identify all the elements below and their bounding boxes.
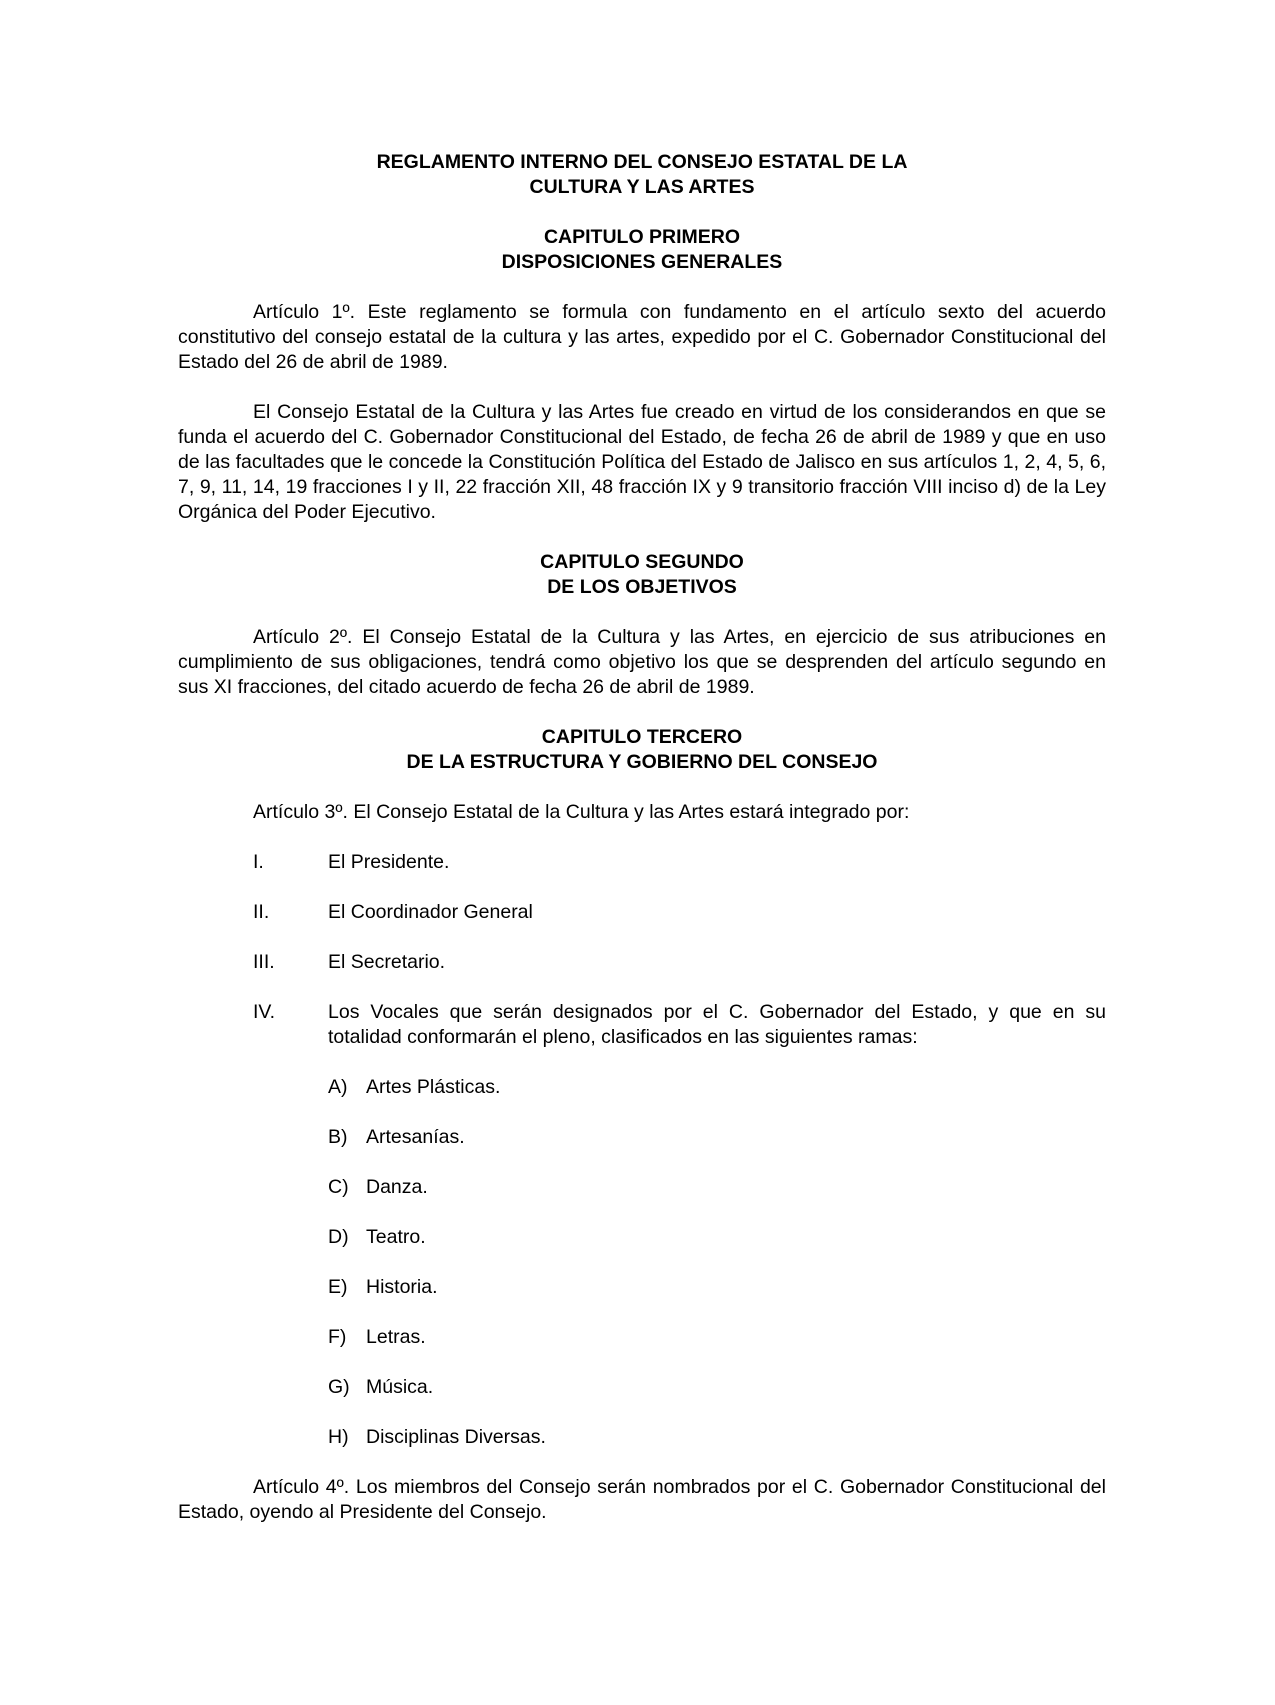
document-title-line2: CULTURA Y LAS ARTES <box>529 176 755 198</box>
chapter-heading-1 <box>178 225 1106 275</box>
branches-list <box>178 1075 1106 1450</box>
list-item-letter: B) <box>328 1126 348 1148</box>
article-4-paragraph: Artículo 4º. Los miembros del Consejo serán nombrados por el C. Gobernador Constitucional del Estado, oyendo al Presidente del Consejo. <box>178 1476 1106 1523</box>
list-item <box>178 1175 1106 1200</box>
council-members-list <box>178 850 1106 1050</box>
chapter-number: CAPITULO TERCERO <box>541 726 743 748</box>
list-item-number: II. <box>253 901 270 923</box>
list-item <box>178 1225 1106 1250</box>
list-item <box>178 900 1106 925</box>
list-item <box>178 1425 1106 1450</box>
chapter-heading-3 <box>178 725 1106 775</box>
article-1-paragraph-2: El Consejo Estatal de la Cultura y las Artes fue creado en virtud de los considerandos en que se funda el acuerdo del C. Gobernador Constitucional del Estado, de fecha 26 de abril de 1989 y que en uso de las facultades que le concede la Constitución Política del Estado de Jalisco en sus artículos 1, 2, 4, 5, 6, 7, 9, 11, 14, 19 fracciones I y II, 22 fracción XII, 48 fracción IX y 9 transitorio fracción VIII inciso d) de la Ley Orgánica del Poder Ejecutivo. <box>178 401 1106 523</box>
chapter-title: DE LOS OBJETIVOS <box>547 576 737 598</box>
list-item-number: IV. <box>253 1001 276 1023</box>
document-title-line1: REGLAMENTO INTERNO DEL CONSEJO ESTATAL DE LA <box>376 151 908 173</box>
list-item <box>178 1000 1106 1050</box>
list-item-text: El Coordinador General <box>328 901 533 923</box>
list-item-text: El Secretario. <box>328 951 446 973</box>
list-item <box>178 1075 1106 1100</box>
list-item-text: El Presidente. <box>328 851 450 873</box>
chapter-number: CAPITULO SEGUNDO <box>540 551 744 573</box>
list-item-letter: A) <box>328 1076 348 1098</box>
list-item-text: Artes Plásticas. <box>366 1076 501 1098</box>
list-item-text: Los Vocales que serán designados por el C. Gobernador del Estado, y que en su totalidad conformarán el pleno, clasificados en las siguientes ramas: <box>328 1001 1106 1048</box>
chapter-title: DE LA ESTRUCTURA Y GOBIERNO DEL CONSEJO <box>406 751 878 773</box>
list-item-number: III. <box>253 951 275 973</box>
chapter-number: CAPITULO PRIMERO <box>543 226 741 248</box>
list-item-letter: F) <box>328 1326 347 1348</box>
list-item-letter: H) <box>328 1426 349 1448</box>
list-item-letter: G) <box>328 1376 350 1398</box>
list-item-letter: D) <box>328 1226 349 1248</box>
document-title <box>178 150 1106 200</box>
list-item <box>178 850 1106 875</box>
document-page <box>178 150 1106 1525</box>
list-item-letter: C) <box>328 1176 349 1198</box>
list-item-letter: E) <box>328 1276 348 1298</box>
list-item <box>178 950 1106 975</box>
list-item <box>178 1325 1106 1350</box>
list-item-text: Danza. <box>366 1176 428 1198</box>
chapter-heading-2 <box>178 550 1106 600</box>
article-1-paragraph-1: Artículo 1º. Este reglamento se formula con fundamento en el artículo sexto del acuerdo constitutivo del consejo estatal de la cultura y las artes, expedido por el C. Gobernador Constitucional del Estado del 26 de abril de 1989. <box>178 301 1106 373</box>
article-2-paragraph: Artículo 2º. El Consejo Estatal de la Cultura y las Artes, en ejercicio de sus atribuciones en cumplimiento de sus obligaciones, tendrá como objetivo los que se desprenden del artículo segundo en sus XI fracciones, del citado acuerdo de fecha 26 de abril de 1989. <box>178 626 1106 698</box>
list-item-text: Artesanías. <box>366 1126 465 1148</box>
list-item <box>178 1125 1106 1150</box>
article-3-intro: Artículo 3º. El Consejo Estatal de la Cultura y las Artes estará integrado por: <box>253 801 910 823</box>
list-item-text: Música. <box>366 1376 434 1398</box>
list-item <box>178 1275 1106 1300</box>
list-item-number: I. <box>253 851 264 873</box>
list-item-text: Letras. <box>366 1326 426 1348</box>
list-item <box>178 1375 1106 1400</box>
list-item-text: Teatro. <box>366 1226 426 1248</box>
list-item-text: Historia. <box>366 1276 438 1298</box>
list-item-text: Disciplinas Diversas. <box>366 1426 546 1448</box>
chapter-title: DISPOSICIONES GENERALES <box>501 251 783 273</box>
